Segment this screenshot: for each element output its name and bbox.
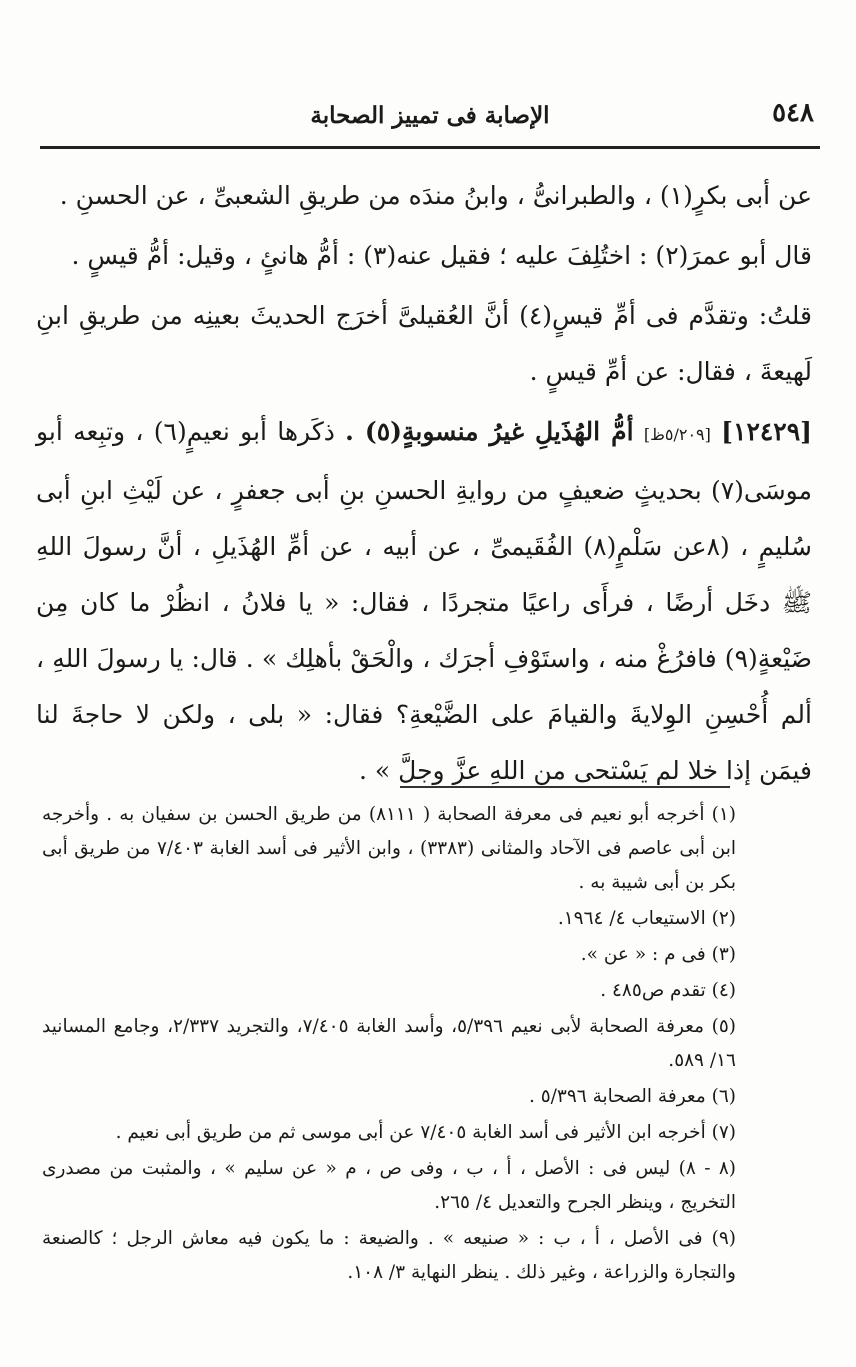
footnote-4: (٤) تقدم ص٤٨٥ .: [600, 980, 736, 1001]
page-header: [40, 88, 820, 144]
footnote-1: (١) أخرجه أبو نعيم فى معرفة الصحابة ( ٨١١١) من طريق الحسن بن سفيان به . وأخرجه ابن أبى عاصم فى الآحاد والمثانى (٣٣٨٣) ، وابن الأثير فى أسد الغابة ٧/٤٠٣ من طريق أبى بكر بن أبى شيبة به .: [42, 804, 736, 893]
page-number: ٥٤٨: [772, 98, 814, 128]
entry-number: [١٢٤٢٩]: [721, 417, 812, 446]
footnotes: [42, 798, 736, 1292]
footnote-9: (٩) فى الأصل ، أ ، ب : « صنيعه » . والضيعة : ما يكون فيه معاش الرجل ؛ كالصنعة والتجارة والزراعة ، وغير ذلك . ينظر النهاية ٣/ ١٠٨.: [42, 1228, 736, 1283]
header-rule: [40, 146, 820, 149]
footnote-8: (٨ - ٨) ليس فى : الأصل ، أ ، ب ، وفى ص ، م « عن سليم » ، والمثبت من مصدرى التخريج ، وينظر الجرح والتعديل ٤/ ٢٦٥.: [42, 1158, 737, 1213]
footnote-3: (٣) فى م : « عن ».: [580, 944, 736, 965]
entry-reference: [٥/٢٠٩ظ]: [643, 425, 711, 444]
footnote-6: (٦) معرفة الصحابة ٥/٣٩٦ .: [528, 1086, 736, 1107]
footnote-7: (٧) أخرجه ابن الأثير فى أسد الغابة ٧/٤٠٥ عن أبى موسى ثم من طريق أبى نعيم .: [115, 1122, 736, 1143]
main-text: [36, 168, 812, 803]
footnote-5: (٥) معرفة الصحابة لأبى نعيم ٥/٣٩٦، وأسد الغابة ٧/٤٠٥، والتجريد ٢/٣٣٧، وجامع المسانيد ١٦/ ٥٨٩.: [42, 1016, 736, 1071]
entry-paragraph: [36, 404, 812, 799]
entry-name: أمُّ الهُذَيلِ غيرُ منسوبةٍ(٥) .: [345, 417, 634, 446]
paragraph-1: عن أبى بكرٍ(١) ، والطبرانىُّ ، وابنُ مندَه من طريقِ الشعبىِّ ، عن الحسنِ .: [59, 181, 812, 210]
footnote-2: (٢) الاستيعاب ٤/ ١٩٦٤.: [557, 908, 736, 929]
paragraph-3: قلتُ: وتقدَّم فى أمِّ قيسٍ(٤) أنَّ العُقيلىَّ أخرَج الحديثَ بعينِه من طريقِ ابنِ لَهيعةَ ، فقال: عن أمِّ قيسٍ .: [36, 301, 812, 386]
entry-text: ذكَرها أبو نعيمٍ(٦) ، وتبِعه أبو موسَى(٧) بحديثٍ ضعيفٍ من روايةِ الحسنِ بنِ أبى جعفرٍ ، عن لَيْثِ ابنِ أبى سُليمٍ ، (٨عن سَلْمٍ(٨) الفُقَيمىِّ ، عن أبيه ، عن أمِّ الهُذَيلِ ، أنَّ رسولَ اللهِ ﷺ دخَل أرضًا ، فرأَى راعيًا متجردًا ، فقال: « يا فلانُ ، انظُرْ ما كان مِن ضَيْعةٍ(٩) فافرُغْ منه ، واستَوْفِ أجرَك ، والْحَقْ بأهلِك » . قال: يا رسولَ اللهِ ، ألم أُحْسِنِ الوِلايةَ والقيامَ على الضَّيْعةِ؟ فقال: « بلى ، ولكن لا حاجةَ لنا فيمَن إذا خلا لم يَسْتحى من اللهِ عزَّ وجلَّ » .: [36, 417, 812, 785]
footnote-rule: [400, 786, 730, 788]
running-title: الإصابة فى تمييز الصحابة: [310, 102, 550, 129]
paragraph-2: قال أبو عمرَ(٢) : اختُلِفَ عليه ؛ فقيل عنه(٣) : أمُّ هانئٍ ، وقيل: أمُّ قيسٍ .: [71, 241, 812, 270]
